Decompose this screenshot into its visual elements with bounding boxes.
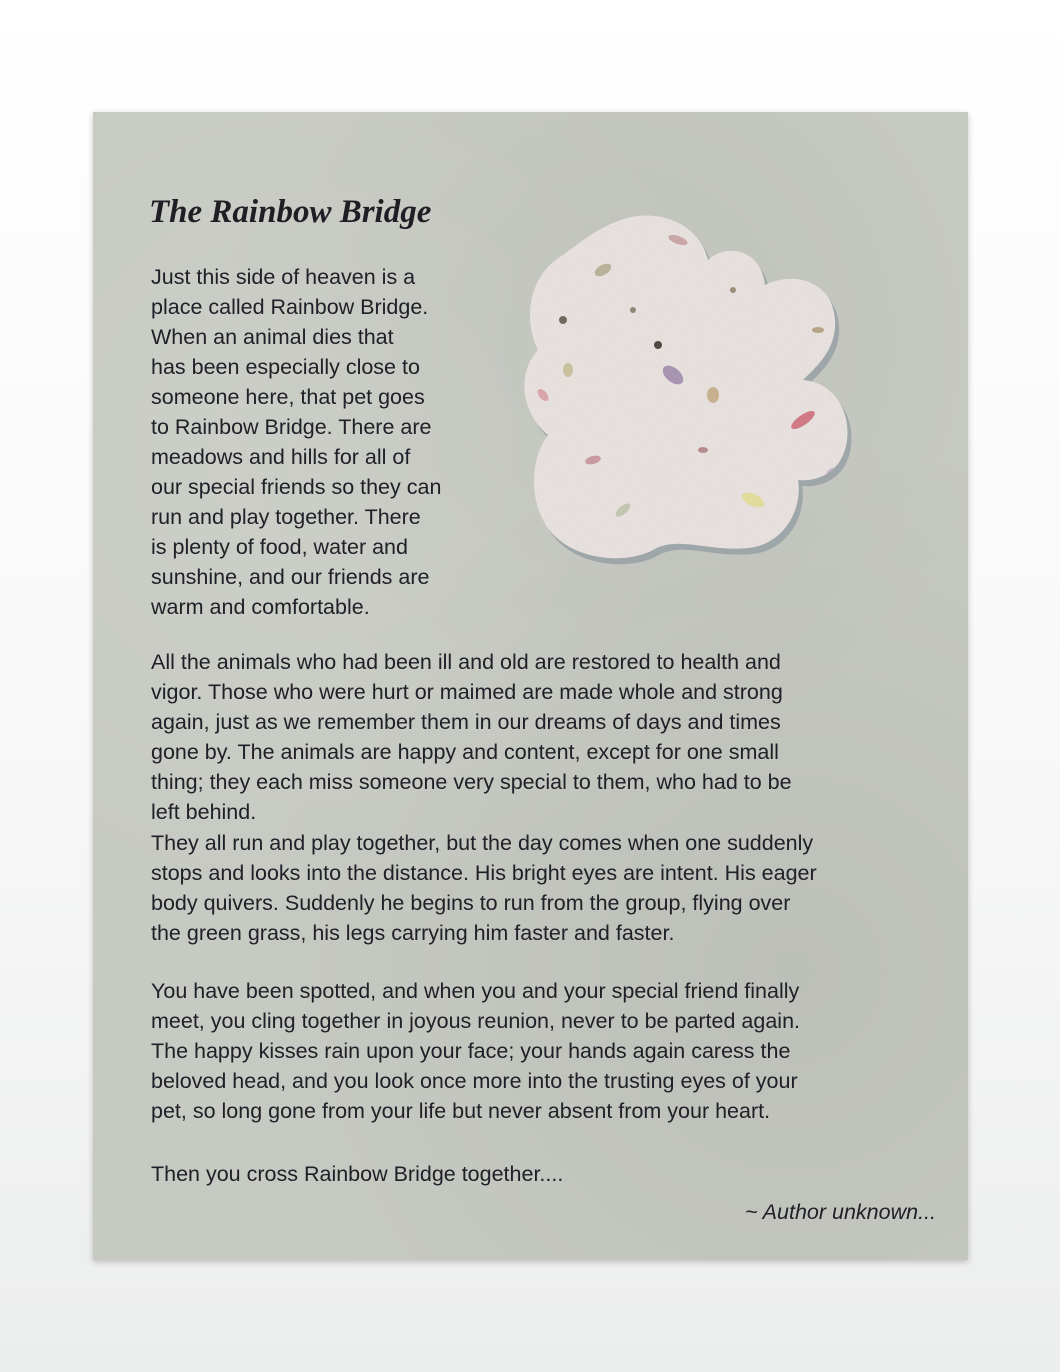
text-line: thing; they each miss someone very special to them, who had to be bbox=[151, 770, 792, 794]
text-line: run and play together. There bbox=[151, 505, 421, 529]
text-line: the green grass, his legs carrying him faster and faster. bbox=[151, 921, 675, 945]
text-line: someone here, that pet goes bbox=[151, 385, 425, 409]
text-line: They all run and play together, but the day comes when one suddenly bbox=[151, 831, 814, 855]
text-line: stops and looks into the distance. His bright eyes are intent. His eager bbox=[151, 861, 817, 885]
text-line: to Rainbow Bridge. There are bbox=[151, 415, 432, 439]
text-line: place called Rainbow Bridge. bbox=[151, 295, 429, 319]
text-line: meadows and hills for all of bbox=[151, 445, 411, 469]
text-line: beloved head, and you look once more into the trusting eyes of your bbox=[151, 1069, 798, 1093]
paragraph-3 bbox=[151, 828, 817, 948]
paragraph-1 bbox=[151, 262, 441, 622]
text-line: vigor. Those who were hurt or maimed are made whole and strong bbox=[151, 680, 783, 704]
text-line: pet, so long gone from your life but never absent from your heart. bbox=[151, 1099, 771, 1123]
text-line: left behind. bbox=[151, 800, 257, 824]
paragraph-5 bbox=[151, 1159, 563, 1189]
text-line: body quivers. Suddenly he begins to run from the group, flying over bbox=[151, 891, 791, 915]
memorial-card bbox=[93, 112, 968, 1260]
text-line: warm and comfortable. bbox=[151, 595, 370, 619]
card-title: The Rainbow Bridge bbox=[149, 194, 432, 230]
text-line: gone by. The animals are happy and content, except for one small bbox=[151, 740, 779, 764]
text-line: again, just as we remember them in our dreams of days and times bbox=[151, 710, 781, 734]
text-line: meet, you cling together in joyous reunion, never to be parted again. bbox=[151, 1009, 800, 1033]
text-line: Then you cross Rainbow Bridge together.... bbox=[151, 1162, 564, 1186]
paragraph-2 bbox=[151, 647, 792, 827]
text-line: Just this side of heaven is a bbox=[151, 265, 416, 289]
text-line: All the animals who had been ill and old are restored to health and bbox=[151, 650, 781, 674]
text-line: is plenty of food, water and bbox=[151, 535, 408, 559]
text-line: our special friends so they can bbox=[151, 475, 442, 499]
text-line: has been especially close to bbox=[151, 355, 420, 379]
text-line: When an animal dies that bbox=[151, 325, 394, 349]
text-line: You have been spotted, and when you and your special friend finally bbox=[151, 979, 800, 1003]
author-attribution: ~ Author unknown... bbox=[744, 1200, 936, 1224]
paw-print-seed-paper-icon bbox=[503, 200, 891, 572]
text-line: sunshine, and our friends are bbox=[151, 565, 430, 589]
paragraph-4 bbox=[151, 976, 800, 1126]
text-line: The happy kisses rain upon your face; your hands again caress the bbox=[151, 1039, 791, 1063]
